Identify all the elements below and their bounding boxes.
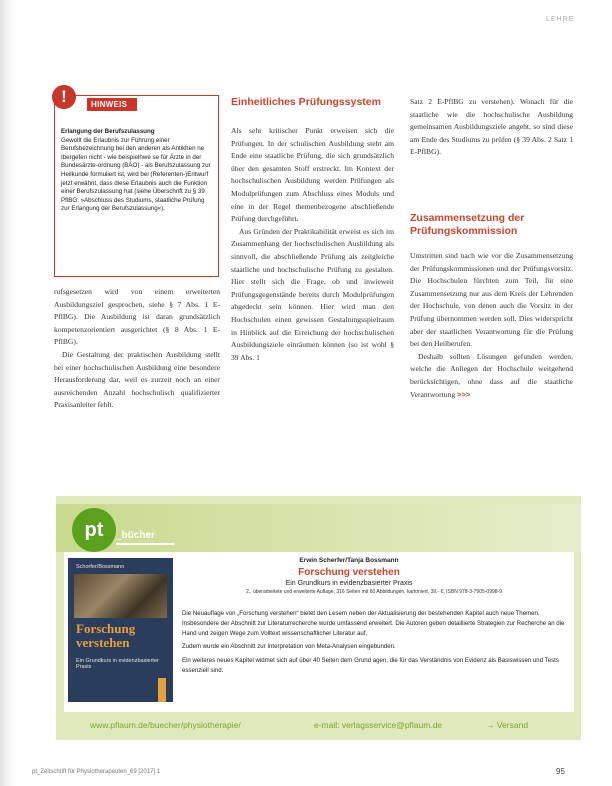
section-label: LEHRE [546,16,575,23]
col2-paragraph: Aus Gründen der Praktikabilität erweist es sich im Zusammenhang der hochschulischen Ausbildung als sinnvoll, die abschließende Prüfung als zeitgleiche staatliche und hochschulische Prüfung zu gestalten. Hier stellt sich die Frage, ob und inwieweit Prüfungsgegenstände bereits durch Modulprüfungen abgedeckt sein können. Hier wird man den Hochschulen einen gewissen Gestaltungsspielraum in Hinblick auf die Erreichung der hochschulischen Ausbildungsziele einräumen können (so ist wohl § 39 Abs. 1 [231,226,394,362]
hinweis-label: HINWEIS [87,98,137,111]
page-number: 95 [556,767,565,776]
heading-pruefungssystem: Einheitliches Prüfungssystem [231,96,381,108]
exclamation-icon: ! [52,85,76,109]
hinweis-text: Gewollt die Erlaubnis zur Führung einer Berufsbezeichnung bei den anderen als Antikhen ne Ibergefen nicht - wie beispielhwe se für Ärzte in der Bundesärzte-ordnung (BÄO) - als Berufszulassung zur Heilkunde formuliert ist, wird bei (Referenten-)Entwurf jetzt erwähnt, dass diese Erlaubnis auch die Funktion einer Berufszulassung hat (siehe Überschrift zu § 39 PflBG: »Abschluss des Studiums, staatliche Prüfung zur Erlangung der Berufszulassung«). [61,136,211,213]
description-paragraph: Zudem wurde ein Abschnitt zur Interpretation von Meta-Analysen eingebunden. [182,643,396,651]
footer-citation: pt_Zeitschrift für Physiotherapeuten_69 [2017] 1 [32,769,161,775]
pt-buecher-label: _bücher [116,530,155,541]
column-3 [410,250,573,401]
book-meta: 2., überarbeitete und erweiterte Auflage, 316 Seiten mit 60 Abbildungen, kartoniert, 39,- €, ISBN 978-3-7905-0998-9 [246,589,502,595]
publisher-email-link[interactable]: e-mail: verlagsservice@pflaum.de [314,720,443,730]
col3-paragraph-last [410,351,573,401]
book-advertisement [56,496,581,740]
hinweis-title: Erlangung der Berufszulassung [61,128,155,135]
cover-authors: Schorfer/Bossmann [76,564,125,570]
logo-underline [116,543,174,545]
col3-intro-paragraph: Satz 2 E-PflBG zu verstehen). Wonach für die staatliche wie die hochschulische Ausbildung gemeinsamen Ausbildungsziele angeht, so sind diese am Ende des Studiums zu prüfen (§ 39 Abs. 2 Satz 1 E-PflBG). [410,97,573,157]
page-edge-shadow [0,0,14,786]
description-paragraph: Ein weiteres neues Kapitel widmet sich auf über 40 Seiten dem Grund agen, die für das Verständnis von Evidenz als Basiswissen und Tests essenziell sind. [182,657,559,674]
cover-subtitle: Ein Grundkurs in evidenzbasierter Praxis [76,658,159,670]
column-3-intro [410,96,573,159]
publisher-url-link[interactable]: www.pflaum.de/buecher/physiotherapie/ [90,720,241,730]
column-1 [54,286,220,412]
hinweis-body [61,128,211,214]
col1-paragraph: rufsgesetzen wird von einem erweiterten Ausbildungsziel gesprochen, siehe § 7 Abs. 1 E-PflBG). Die Ausbildung ist daran grundsätzlich kompetenzorientiert ausgerichtet (§ 8 Abs. 1 E-PflBG). [54,287,220,347]
cover-publisher-mark [158,678,166,702]
pt-logo: pt [72,508,116,552]
continue-arrow: >>> [457,389,471,399]
col1-paragraph: Die Gestaltung der praktischen Ausbildung stellt bei einer hochschulischen Ausbildung eine besondere Herausforderung dar, weil es zurzeit noch an einer ausreichenden Anzahl hochschulisch qualifizierter Praxisanleiter fehlt. [54,349,220,410]
book-subtitle: Ein Grundkurs in evidenzbasierter Praxis [285,580,413,587]
col3-paragraph-text: Deshalb sollten Lösungen gefunden werden, welche die Anliegen der Hochschule weitgehend berücksichtigen, ohne dass auf die staatliche Verantwortung [410,351,573,399]
book-title: Forschung verstehen [298,567,400,578]
cover-title: Forschung verstehen [76,621,136,650]
book-description [182,609,568,680]
book-authors: Erwin Scherfer/Tanja Bossmann [299,557,399,564]
col3-paragraph: Umstritten sind nach wie vor die Zusammensetzung der Prüfungskommissionen und der Prüfungsvorsitz. Die Hochschulen fürchten zum Teil, für eine Zusammensetzung nur aus dem Kreis der Lehrenden der Hochschule, von denen auch die Vorsitz in der Prüfung übernommen werden soll. Dies widerspricht aber der staatlichen Verantwortung für die Prüfung bei den Heilberufen. [410,251,573,349]
ad-card [64,552,574,712]
ad-footer [56,720,581,734]
description-paragraph: Die Neuauflage von „Forschung verstehen“ bietet den Lesern neben der Aktualisierung der bestehenden Kapitel auch neue Themen. Insbesondere der Abschnitt zur Literaturrecherche wurde umfassend erweitert. Die Autoren geben detaillierte Strategien zur Recherche an die Hand und zeigen Wege zum Volltext wissenschaftlicher Literatur auf. [182,610,565,637]
column-2 [231,125,394,364]
hinweis-box [54,87,219,277]
shipping-label: → Versand [486,720,529,730]
col2-paragraph: Als sehr kritischer Punkt erweisen sich die Prüfungen. In der schulischen Ausbildung steht am Ende eine staatliche Prüfung, die sich grundsätzlich über den gesamten Stoff erstreckt. Im Kontext der hochschulischen Ausbildung werden Prüfungen als Modulprüfungen zum Abschluss eines Moduls und eine in der Regel themenbezogene abschließende Prüfung durchgeführt. [231,126,394,224]
heading-pruefungskommission: Zusammensetzung der Prüfungskommission [410,212,525,237]
